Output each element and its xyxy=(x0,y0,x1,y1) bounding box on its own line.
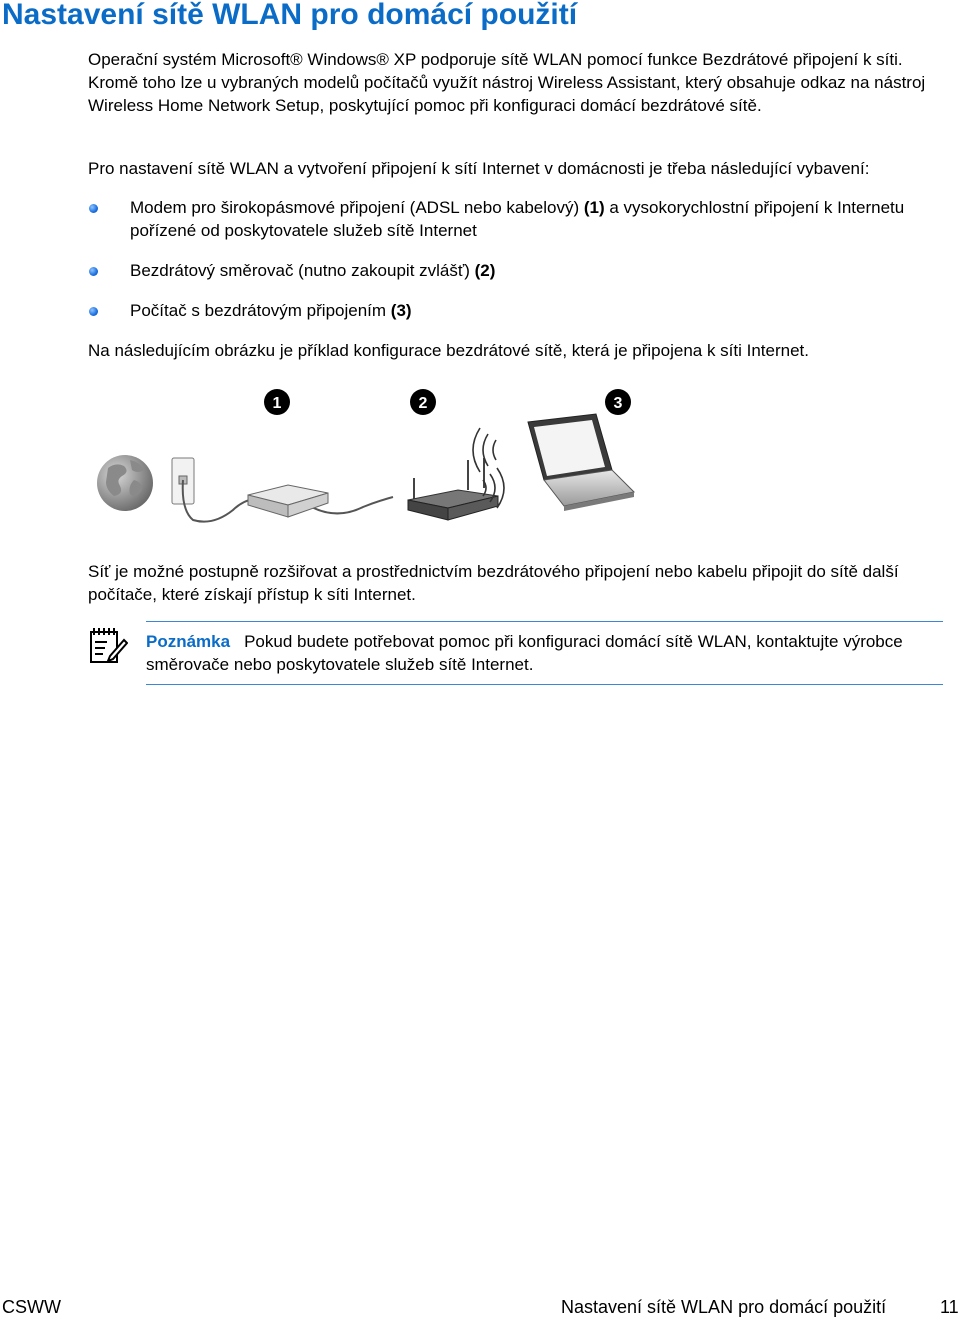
modem-icon xyxy=(248,485,328,517)
list-item: Bezdrátový směrovač (nutno zakoupit zvlášť) (2) xyxy=(88,259,946,282)
bullet-dot-icon xyxy=(89,307,98,316)
expansion-paragraph: Síť je možné postupně rozšiřovat a prostřednictvím bezdrátového připojení nebo kabelu připojit do sítě další počítače, které získají přístup k síti Internet. xyxy=(88,562,899,604)
callout-1 xyxy=(264,389,290,415)
page-number: 11 xyxy=(940,1297,959,1317)
equipment-intro-paragraph: Pro nastavení sítě WLAN a vytvoření připojení k sítí Internet v domácnosti je třeba následující vybavení: xyxy=(88,159,870,178)
list-item: Počítač s bezdrátovým připojením (3) xyxy=(88,299,946,322)
note-text: Poznámka Pokud budete potřebovat pomoc při konfiguraci domácí sítě WLAN, kontaktujte výrobce směrovače nebo poskytovatele služeb sítě Internet. xyxy=(146,632,903,674)
intro-paragraph: Operační systém Microsoft® Windows® XP podporuje sítě WLAN pomocí funkce Bezdrátové připojení k síti. Kromě toho lze u vybraných modelů počítačů využít nástroj Wireless Assistant, který obsahuje odkaz na nástroj Wireless Home Network Setup, poskytující pomoc při konfiguraci domácí bezdrátové sítě. xyxy=(88,50,926,115)
callout-3 xyxy=(605,389,631,415)
footer-title: Nastavení sítě WLAN pro domácí použití xyxy=(561,1297,887,1317)
network-diagram xyxy=(88,380,648,530)
note-pencil-icon xyxy=(88,626,128,666)
figure-intro-paragraph: Na následujícím obrázku je příklad konfigurace bezdrátové sítě, která je připojena k síti Internet. xyxy=(88,341,809,360)
bullet-dot-icon xyxy=(89,204,98,213)
note-label: Poznámka xyxy=(146,632,231,651)
list-item: Modem pro širokopásmové připojení (ADSL nebo kabelový) (1) a vysokorychlostní připojení k Internetu pořízené od poskytovatele služeb sítě Internet xyxy=(88,196,946,242)
note-box xyxy=(146,621,943,685)
callout-2 xyxy=(410,389,436,415)
globe-icon xyxy=(97,455,153,511)
svg-text:3: 3 xyxy=(613,395,623,412)
footer-left: CSWW xyxy=(2,1297,61,1317)
router-icon xyxy=(408,458,498,520)
page-title: Nastavení sítě WLAN pro domácí použití xyxy=(2,0,578,31)
equipment-list xyxy=(88,196,946,339)
svg-text:2: 2 xyxy=(418,395,428,412)
svg-text:1: 1 xyxy=(272,395,282,412)
bullet-dot-icon xyxy=(89,267,98,276)
laptop-icon xyxy=(528,414,634,511)
